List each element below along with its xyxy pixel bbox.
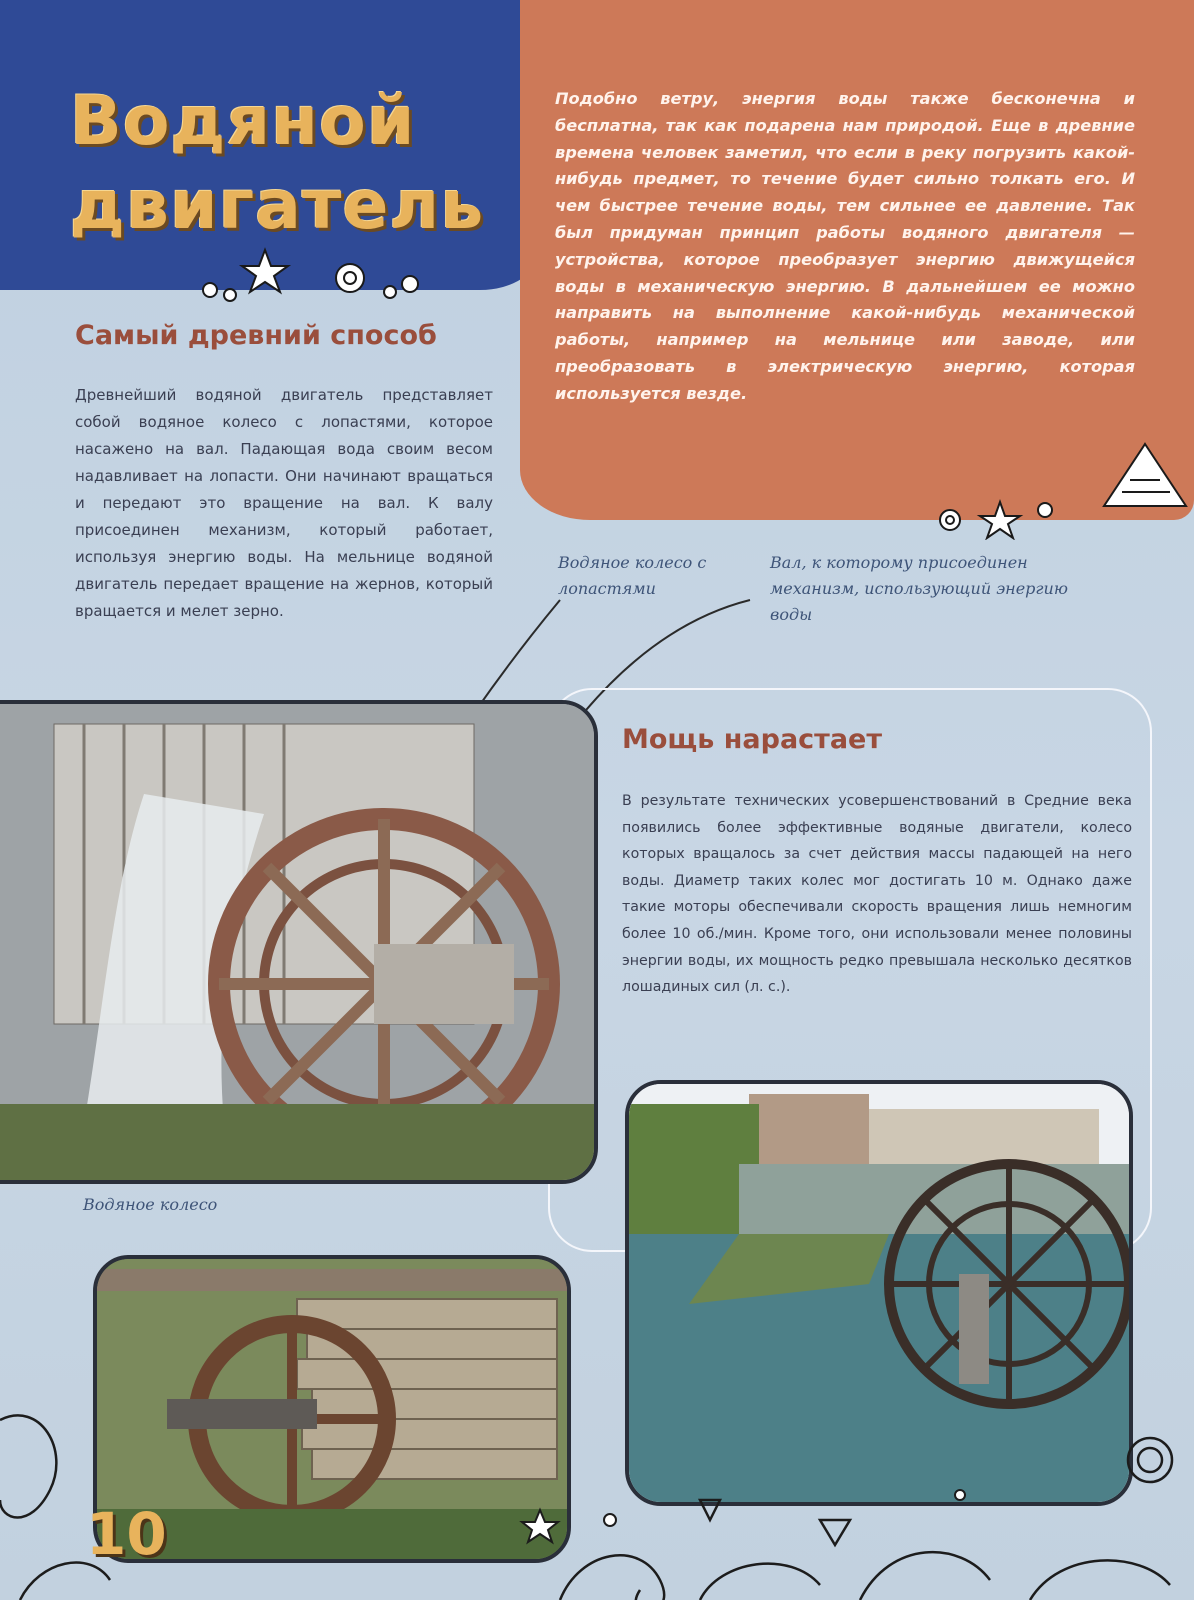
caption-wheel-blades: Водяное колесо с лопастями <box>558 553 707 598</box>
intro-text: Подобно ветру, энергия воды также бесконечна и бесплатна, так как подарена нам природой. Еще в древние времена человек заметил, что если в реку погрузить какой-нибудь предмет, то течение будет сильно толкать его. И чем быстрее течение воды, тем сильнее ее давление. Так был придуман принцип работы водяного двигателя — устройства, которое преобразует энергию движущейся воды в механическую энергию. В дальнейшем ее можно направить на выполнение какой-нибудь механической работы, например на мельнице или заводе, или преобразовать в электрическую энергию, которая используется везде. <box>555 89 1135 403</box>
doodle-triangle <box>1100 440 1190 510</box>
section1-heading: Самый древний способ <box>75 320 437 351</box>
title-line-2: двигатель <box>70 166 485 245</box>
caption-shaft: Вал, к которому присоединен механизм, использующий энергию воды <box>770 553 1068 624</box>
page-title <box>70 80 484 248</box>
water-wheel-photo <box>0 700 598 1184</box>
caption-water-wheel: Водяное колесо <box>83 1195 218 1214</box>
doodle-star-dots <box>190 240 440 310</box>
section1-text: Древнейший водяной двигатель представляет собой водяное колесо с лопастями, которое насажено на вал. Падающая вода своим весом надавливает на лопасти. Они начинают вращаться и передают это вращение на вал. К валу присоединен механизм, который работает, используя энергию воды. На мельнице водяной двигатель передает вращение на жернов, который вращается и мелет зерно. <box>75 386 493 620</box>
page-number: 10 <box>86 1500 167 1568</box>
doodle-dots-right <box>930 490 1080 540</box>
water-wheel-illustration <box>0 704 594 1180</box>
section2-heading: Мощь нарастает <box>622 724 882 755</box>
title-line-1: Водяной <box>70 82 416 161</box>
decorative-swirls-bottom <box>0 1380 1194 1600</box>
section2-text: В результате технических усовершенствований в Средние века появились более эффективные водяные двигатели, колесо которых вращалось за счет действия массы падающей на него воды. Диаметр таких колес мог достигать 10 м. Однако даже такие моторы обеспечивали скорость вращения лишь немногим более 10 об./мин. Кроме того, они использовали менее половины энергии воды, их мощность редко превышала несколько десятков лошадиных сил (л. с.). <box>622 793 1132 996</box>
